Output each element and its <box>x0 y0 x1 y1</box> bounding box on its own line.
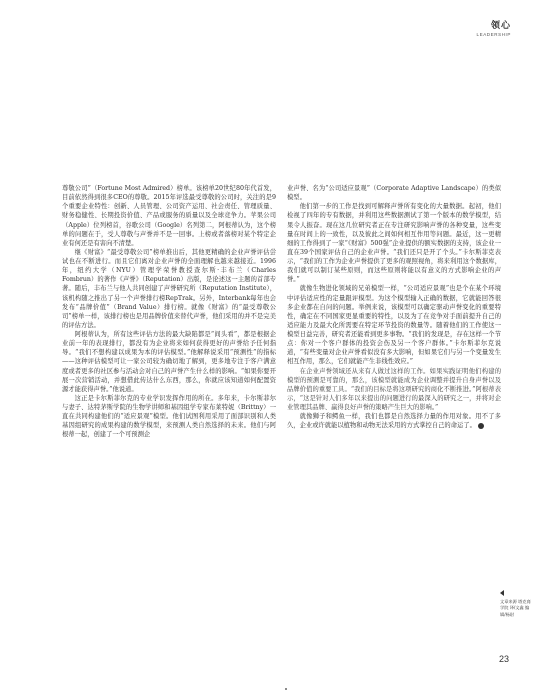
article-paragraph: 就像生物进化领域的兄弟模型一样，“公司适应景观”也是个在某个环境中评估适应性的定量跟评模型。为这个模型输入正确的数据，它就能回答很多企业都在自问的问题。举例来说，该模型可以确定驱动声誉变化的重要特性，确定在不同国家更显重要的特性，以及为了在竞争对手面前提升自己的适应能力及最大化所需要在特定环节投资的数量等。随着他们的工作使这一模型日益完善，研究者还能看到更多事物。“我们的发现是，存在这样一个节点：你对一个客户群体的投资会伤及另一个客户群体。”卡尔斯菲尔克说道，“有些变量对企业声誉看似没有多大影响，但如果它们与另一个变量发生相互作用，那么，它们就能产生非线性效应。” <box>287 285 501 366</box>
article-paragraph: 业声誉、名为“公司适应景观”（Corporate Adaptive Landscape）的类似模型。 <box>287 185 501 202</box>
footer-dot <box>285 688 287 690</box>
article-paragraph: 他们第一步的工作是找到可解释声誉所有变化的大量数据。起初，他们检视了四年的专有数据，并利用这些数据测试了第一个版本的数学模型，结果令人振奋。现在这几位研究者正在专注研究影响声誉的各种变量，这些变量在时间上的一致性，以及彼此之间如何相互作用等问题。最近，这一更精细的工作得到了一家“《财富》500强”企业提供的额实数据的支持，该企业一直在39个国家评估自己的企业声誉。“我们还只是开了个头。”卡尔斯菲克表示，“我们的工作为企业声誉提供了更多的观照视角，将来利用这个数据库，我们就可以制订某些原则，而这些原则将能以有意义的方式影响企业的声誉。” <box>287 203 501 284</box>
source-credit-text: 文章来源 塔克商学院 译/文鑫 编辑/杨尉 <box>500 599 531 617</box>
article-column-left <box>62 184 276 440</box>
article-paragraph: 继《财富》“最受尊敬公司”榜单推出后，其他更精确的企业声誉评估尝试也在不断进行。而且它们离对企业声誉的全面理解也越来越接近。1996年，纽约大学（NYU）管理学荣誉教授查尔斯·丰布兰（Charles Fombrun）的著作《声誉》（Reputation）出版，是论述这一主题的首部专著。随后，丰布兰与他人共同创建了声誉研究所（Reputation Institute），该机构随之推出了另一个声誉排行榜RepTrak。另外，Interbank每年也会发布“品牌价值”（Brand Value）排行榜。就像《财富》的“最受尊敬公司”榜单一样，该排行榜也是用品牌价值来替代声誉，他们采用的并不是完美的评估方法。 <box>62 248 276 329</box>
section-title: 领心 <box>490 21 511 31</box>
article-paragraph-final <box>287 412 501 430</box>
page-number: 23 <box>498 654 509 664</box>
article-column-right <box>287 184 501 430</box>
pointer-arrow-icon <box>500 590 504 596</box>
section-title-en: LEADERSHIP <box>476 32 511 37</box>
article-paragraph: 阿根蒂认为，所有这些评估方法的最大缺陷都是“间头看”，都是根据企业前一年的表现排行，都没有为企业将来如何获得更好的声誉给予任何指导。“我们不想构建以成果为本的评估模型。”他解释说采用“预测性”的指标——这种评估模型可让一家公司较为确切地了解到，更多地专注于客户满意度或者更多的社区参与活动会对自己的声誉产生什么样的影响。“如果你要开展一次营销活动，并想借此传达什么东西，那么，你就应该知道如何配置资源才能获得声誉。”他说道。 <box>62 331 276 393</box>
section-header <box>476 22 511 38</box>
final-paragraph-text: 就像狮子和鳄鱼一样，我们也都是自然选择力量的作用对象。用不了多久，企业或许就能以植物和动物无法采用的方式掌控自己的命运了。 <box>287 413 501 430</box>
article-paragraph: 尊敬公司”（Fortune Most Admired）榜单。该榜单20世纪80年代首发，目前依然得到很多CEO的尊敬。2015年评选最受尊敬的公司时，关注的是9个重要企业特性：创新、人员管理、公司资产运用、社会责任、管理质量、财务稳健性、长期投资价值、产品或服务的质量以及全球竞争力。苹果公司（Apple）位列榜首，谷歌公司（Google）名列第二，阿根蒂认为，这个榜单的问题在于，受人尊敬与声誉并不是一回事。上榜或者落榜对某个特定企业有何还是有害向不清楚。 <box>62 185 276 247</box>
article-paragraph: 在企业声誉领域还从来有人做过这样的工作。如果实践证明他们构建的模型的预测是可靠的，那么，该模型就能成为企业调整并提升自身声誉以及品牌价值的重要工具。“我们的目标是将这项研究的商化不断推进。”阿根蒂表示，“这是针对人们多年以来提出的问题进行的最深入的研究之一，并将对企业管理其品牌、赢得良好声誉的策略产生巨大的影响。” <box>287 367 501 411</box>
article-paragraph: 这正是卡尔斯菲尔克的专业学识发挥作用的所在。多年来，卡尔斯菲尔与妻子、达特茅斯学院的生物学讲师和基因组学专家布莱特妮（Brittny）一直在共同构建他们的“适应景观”模型。他们试图利用采用了面部识别和人类基因组研究的成果构建的数学模型，来预测人类自然选择的未来。他们与阿根蒂一起，创建了一个可预测企 <box>62 394 276 439</box>
article-source-note <box>500 590 534 618</box>
article-end-mark-icon: 英 <box>478 423 484 429</box>
